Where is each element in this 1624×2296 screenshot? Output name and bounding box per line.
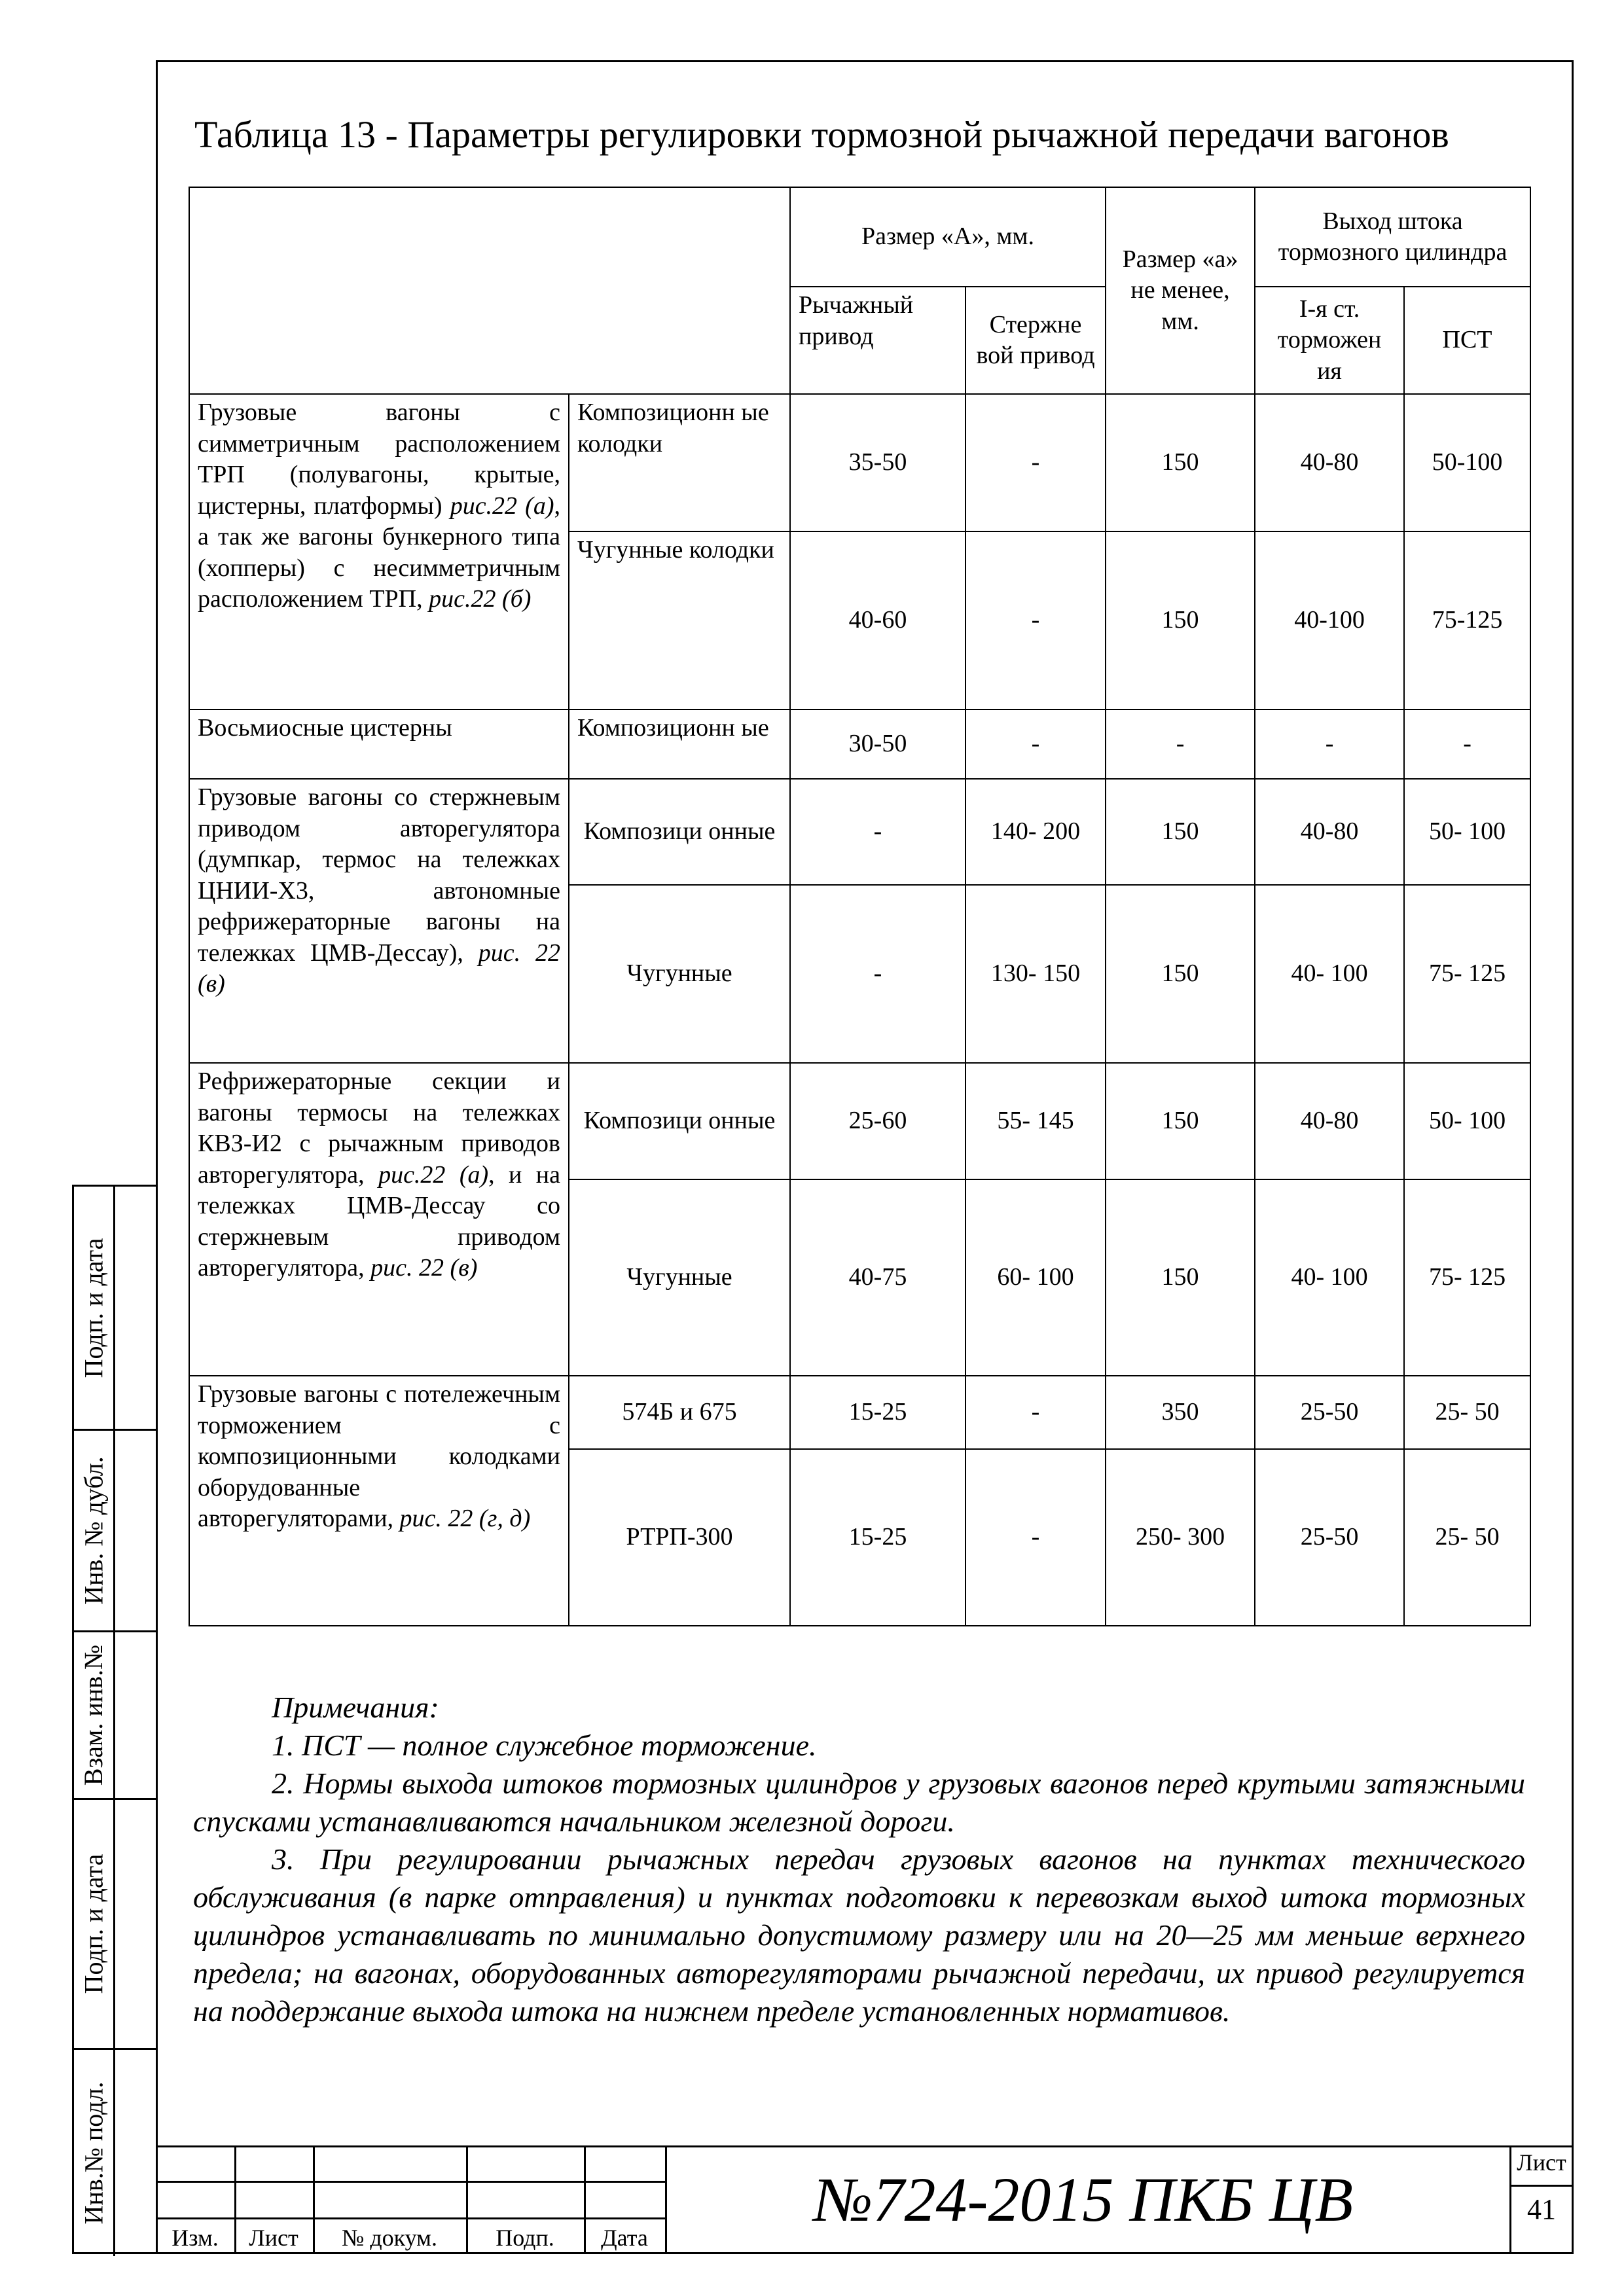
header-lever-drive: Рычажный привод bbox=[790, 287, 965, 394]
sheet-label: Лист bbox=[1517, 2149, 1566, 2176]
wagon-type-text: , а так же вагоны бункерного типа (хопперы) с несимметричным расположением ТРП, bbox=[198, 492, 560, 613]
figure-reference: рис.22 (б) bbox=[429, 585, 532, 613]
header-size-A: Размер «А», мм. bbox=[790, 187, 1106, 287]
lever-drive-cell: - bbox=[790, 779, 965, 885]
pst-cell: 75-125 bbox=[1404, 531, 1530, 709]
stage1-cell: 40-100 bbox=[1255, 531, 1404, 709]
stage1-cell: 40-80 bbox=[1255, 394, 1404, 531]
pst-cell: - bbox=[1404, 709, 1530, 779]
pst-cell: 50- 100 bbox=[1404, 779, 1530, 885]
rod-drive-cell: 130- 150 bbox=[965, 885, 1106, 1063]
wagon-type-cell bbox=[189, 1376, 569, 1626]
table-row bbox=[189, 709, 1530, 779]
shoe-type-cell: 574Б и 675 bbox=[569, 1376, 790, 1449]
size-a-cell: 150 bbox=[1106, 1179, 1255, 1376]
pst-cell: 50-100 bbox=[1404, 394, 1530, 531]
size-a-cell: 150 bbox=[1106, 531, 1255, 709]
figure-reference: рис. 22 (в) bbox=[198, 939, 560, 997]
size-a-cell: 150 bbox=[1106, 779, 1255, 885]
lever-drive-cell: 15-25 bbox=[790, 1376, 965, 1449]
side-cell bbox=[74, 1187, 158, 1429]
table-row bbox=[189, 779, 1530, 885]
side-cell bbox=[74, 1798, 158, 2048]
lever-drive-cell: 35-50 bbox=[790, 394, 965, 531]
note-item: 3. При регулировании рычажных передач грузовых вагонов на пунктах технического обслуживания (в парке отправления) и пунктах подготовки к перевозкам выход штока тормозных цилиндров устанавливать по минимально допустимому размеру или на 20—25 мм меньше верхнего предела; на вагонах, оборудованных авторегуляторами рычажной передачи, их привод регулируется на поддержание выхода штока на нижнем пределе установленных нормативов. bbox=[193, 1842, 1525, 2028]
side-label: Взам. инв.№ bbox=[79, 1644, 109, 1786]
header-rod-drive: Стержне вой привод bbox=[965, 287, 1106, 394]
side-cell bbox=[74, 1429, 158, 1630]
figure-reference: рис. 22 (в) bbox=[370, 1254, 478, 1282]
stage1-cell: 40- 100 bbox=[1255, 885, 1404, 1063]
lever-drive-cell: 25-60 bbox=[790, 1063, 965, 1179]
notes bbox=[193, 1689, 1525, 2030]
rod-drive-cell: 55- 145 bbox=[965, 1063, 1106, 1179]
lever-drive-cell: 15-25 bbox=[790, 1449, 965, 1626]
shoe-type-cell: Чугунные bbox=[569, 1179, 790, 1376]
parameters-table bbox=[189, 187, 1531, 1626]
lever-drive-cell: 40-75 bbox=[790, 1179, 965, 1376]
lever-drive-cell: 30-50 bbox=[790, 709, 965, 779]
size-a-cell: 150 bbox=[1106, 394, 1255, 531]
side-label: Подп. и дата bbox=[79, 1238, 109, 1378]
header-blank bbox=[189, 187, 790, 394]
pst-cell: 25- 50 bbox=[1404, 1449, 1530, 1626]
col-doc: № докум. bbox=[342, 2225, 437, 2251]
wagon-type-text: , и на тележках ЦМВ-Дессау со стержневым приводом авторегулятора, bbox=[198, 1160, 560, 1282]
header-row-1 bbox=[189, 187, 1530, 287]
pst-cell: 25- 50 bbox=[1404, 1376, 1530, 1449]
header-stage1: I-я ст. торможен ия bbox=[1255, 287, 1404, 394]
rod-drive-cell: 140- 200 bbox=[965, 779, 1106, 885]
header-pst: ПСТ bbox=[1404, 287, 1530, 394]
side-cell bbox=[74, 2048, 158, 2256]
lever-drive-cell: 40-60 bbox=[790, 531, 965, 709]
rod-drive-cell: - bbox=[965, 1376, 1106, 1449]
wagon-type-cell bbox=[189, 394, 569, 709]
stage1-cell: 40-80 bbox=[1255, 1063, 1404, 1179]
rod-drive-cell: 60- 100 bbox=[965, 1179, 1106, 1376]
sheet-number: 41 bbox=[1527, 2193, 1556, 2225]
table-title: Таблица 13 - Параметры регулировки тормозной рычажной передачи вагонов bbox=[194, 113, 1449, 156]
stage1-cell: 25-50 bbox=[1255, 1449, 1404, 1626]
wagon-type-text: Грузовые вагоны с потележечным торможением с композиционными колодками оборудованные авторегуляторами, bbox=[198, 1380, 560, 1532]
stage1-cell: 40- 100 bbox=[1255, 1179, 1404, 1376]
table-row bbox=[189, 1063, 1530, 1179]
notes-heading: Примечания: bbox=[272, 1691, 439, 1724]
rod-drive-cell: - bbox=[965, 531, 1106, 709]
wagon-type-text: Грузовые вагоны со стержневым приводом авторегулятора (думпкар, термос на тележках ЦНИИ-Х3, автономные рефрижераторные вагоны на тележках ЦМВ-Дессау), bbox=[198, 783, 560, 967]
pst-cell: 50- 100 bbox=[1404, 1063, 1530, 1179]
figure-reference: рис. 22 (г, д) bbox=[399, 1505, 531, 1532]
header-size-a: Размер «а» не менее, мм. bbox=[1106, 187, 1255, 394]
side-label: Подп. и дата bbox=[79, 1854, 109, 1994]
col-sign: Подп. bbox=[496, 2225, 554, 2251]
stage1-cell: 40-80 bbox=[1255, 779, 1404, 885]
size-a-cell: 250- 300 bbox=[1106, 1449, 1255, 1626]
note-item: 2. Нормы выхода штоков тормозных цилиндров у грузовых вагонов перед крутыми затяжными спусками устанавливаются начальником железной дороги. bbox=[193, 1767, 1525, 1838]
side-label: Инв. № дубл. bbox=[79, 1456, 109, 1605]
side-label: Инв.№ подл. bbox=[79, 2081, 109, 2225]
wagon-type-text: Грузовые вагоны с симметричным расположением ТРП (полувагоны, крытые, цистерны, платформы) bbox=[198, 399, 560, 520]
size-a-cell: - bbox=[1106, 709, 1255, 779]
figure-reference: рис.22 (а) bbox=[450, 492, 554, 520]
shoe-type-cell: Чугунные колодки bbox=[569, 531, 790, 709]
shoe-type-cell: Чугунные bbox=[569, 885, 790, 1063]
col-date: Дата bbox=[601, 2225, 648, 2251]
shoe-type-cell: РТРП-300 bbox=[569, 1449, 790, 1626]
document-number: №724-2015 ПКБ ЦВ bbox=[813, 2164, 1354, 2234]
col-izm: Изм. bbox=[171, 2225, 219, 2251]
stage1-cell: - bbox=[1255, 709, 1404, 779]
rod-drive-cell: - bbox=[965, 1449, 1106, 1626]
header-stroke: Выход штока тормозного цилиндра bbox=[1255, 187, 1530, 287]
wagon-type-text: Рефрижераторные секции и вагоны термосы на тележках КВЗ-И2 с рычажным приводов авторегулятора, bbox=[198, 1067, 560, 1189]
shoe-type-cell: Композици онные bbox=[569, 779, 790, 885]
side-stamp bbox=[72, 1185, 156, 2254]
shoe-type-cell: Композици онные bbox=[569, 1063, 790, 1179]
size-a-cell: 350 bbox=[1106, 1376, 1255, 1449]
side-cell bbox=[74, 1630, 158, 1798]
pst-cell: 75- 125 bbox=[1404, 885, 1530, 1063]
col-list: Лист bbox=[249, 2225, 298, 2251]
stage1-cell: 25-50 bbox=[1255, 1376, 1404, 1449]
table-row bbox=[189, 1376, 1530, 1449]
note-item: 1. ПСТ — полное служебное торможение. bbox=[272, 1729, 817, 1762]
size-a-cell: 150 bbox=[1106, 885, 1255, 1063]
rod-drive-cell: - bbox=[965, 709, 1106, 779]
pst-cell: 75- 125 bbox=[1404, 1179, 1530, 1376]
wagon-type-text: Восьмиосные цистерны bbox=[198, 714, 452, 742]
size-a-cell: 150 bbox=[1106, 1063, 1255, 1179]
table-row bbox=[189, 394, 1530, 531]
wagon-type-cell bbox=[189, 779, 569, 1063]
wagon-type-cell bbox=[189, 1063, 569, 1376]
rod-drive-cell: - bbox=[965, 394, 1106, 531]
shoe-type-cell: Композиционн ые bbox=[569, 709, 790, 779]
wagon-type-cell bbox=[189, 709, 569, 779]
shoe-type-cell: Композиционн ые колодки bbox=[569, 394, 790, 531]
figure-reference: рис.22 (а) bbox=[378, 1160, 489, 1189]
lever-drive-cell: - bbox=[790, 885, 965, 1063]
